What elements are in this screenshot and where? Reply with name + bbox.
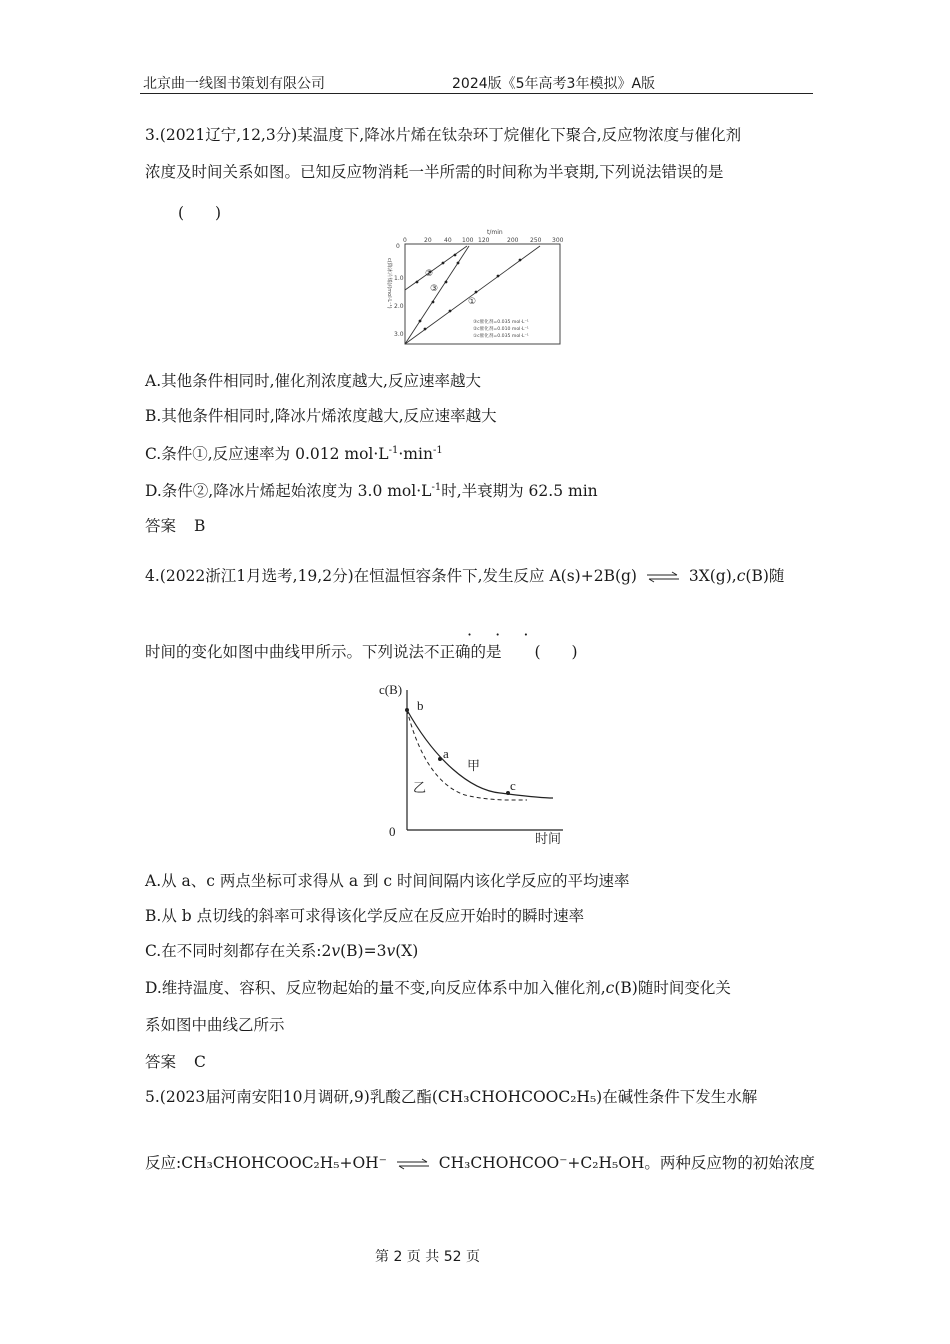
q4-curve-jia xyxy=(407,710,553,798)
q3-point xyxy=(454,254,457,257)
q3-y-label: c(降冰片烯)/(mol·L⁻¹) xyxy=(386,258,392,309)
q4-stem-line1: 4.(2022浙江1月选考,19,2分)在恒温恒容条件下,发生反应 A(s)+2B(g) 3X(g),c(B)随 xyxy=(145,567,785,585)
q3-curve-label: ② xyxy=(425,269,434,279)
q3-point xyxy=(445,281,448,284)
q3-option-b: B.其他条件相同时,降冰片烯浓度越大,反应速率越大 xyxy=(145,407,497,425)
q3-point xyxy=(457,262,460,265)
q3-option-c: C.条件①,反应速率为 0.012 $mol\cdot L^{-1}\cdot\min^{-1}$ xyxy=(145,445,443,464)
q4-x-label: 时间 xyxy=(535,832,562,847)
q3-point xyxy=(475,291,478,294)
q3-point xyxy=(424,328,427,331)
q3-option-a: A.其他条件相同时,催化剂浓度越大,反应速率越大 xyxy=(145,372,481,390)
q3-ytick: 1.0 xyxy=(394,275,404,282)
q4-point-a xyxy=(438,757,442,761)
equilibrium-arrow-icon xyxy=(396,1158,430,1170)
q4-y-label: c(B) xyxy=(379,682,403,697)
q4-answer: 答案 C xyxy=(145,1053,206,1071)
q4-figure xyxy=(375,680,575,850)
q3-curve-label: ③ xyxy=(430,284,439,294)
q3-xtick: 0 xyxy=(403,237,407,244)
q3-option-d: D.条件②,降冰片烯起始浓度为 3.0 $mol\cdot L^{-1}$时,半衰期为 62.5 min xyxy=(145,482,598,501)
q3-xtick: 20 xyxy=(424,237,432,244)
q4-stem-line2: 时间的变化如图中曲线甲所示。下列说法不正确的是 ( ) xyxy=(145,643,578,661)
q3-figure xyxy=(380,228,570,348)
q3-legend: ②c催化剂=0.010 mol·L⁻¹ xyxy=(473,327,529,332)
q3-ytick: 3.0 xyxy=(394,331,404,338)
q4-origin: 0 xyxy=(389,824,396,839)
q3-ytick: 0 xyxy=(396,243,400,250)
q3-point xyxy=(432,301,435,304)
q3-legend: ③c催化剂=0.035 mol·L⁻¹ xyxy=(473,320,529,325)
header-rule xyxy=(140,93,813,94)
q3-point xyxy=(419,320,422,323)
q3-ytick: 2.0 xyxy=(394,303,404,310)
q3-answer-value: B xyxy=(194,517,206,535)
page-footer: 第 2 页 共 52 页 xyxy=(375,1249,480,1265)
q4-label-a: a xyxy=(443,746,449,761)
q4-option-d-line2: 系如图中曲线乙所示 xyxy=(145,1016,285,1034)
q4-option-c: C.在不同时刻都存在关系:2v(B)=3v(X) xyxy=(145,942,419,960)
q3-point xyxy=(519,259,522,262)
q4-label-b: b xyxy=(417,698,424,713)
q4-option-b: B.从 b 点切线的斜率可求得该化学反应在反应开始时的瞬时速率 xyxy=(145,907,585,925)
q5-line2: 反应:CH₃CHOHCOOC₂H₅+OH⁻ CH₃CHOHCOO⁻+C₂H₅OH。两种反应物的初始浓度 xyxy=(145,1154,815,1172)
q3-point xyxy=(449,310,452,313)
equilibrium-arrow-icon xyxy=(646,571,680,583)
q3-xtick: 300 xyxy=(552,237,564,244)
q3-stem-line1: 3.(2021辽宁,12,3分)某温度下,降冰片烯在钛杂环丁烷催化下聚合,反应物浓度与催化剂 xyxy=(145,126,742,144)
q4-emphasis-dots: · · · xyxy=(467,625,538,644)
header-publisher: 北京曲一线图书策划有限公司 xyxy=(143,76,325,92)
q3-x-label: t/min xyxy=(487,229,503,236)
q4-label-jia: 甲 xyxy=(467,759,481,774)
q3-point xyxy=(442,262,445,265)
q4-option-a: A.从 a、c 两点坐标可求得从 a 到 c 时间间隔内该化学反应的平均速率 xyxy=(145,872,630,890)
q4-label-yi: 乙 xyxy=(413,781,427,796)
q3-bracket: ( ) xyxy=(178,204,222,222)
q3-legend: ①c催化剂=0.035 mol·L⁻¹ xyxy=(473,334,529,339)
q3-curve-label: ① xyxy=(468,297,477,307)
q4-label-c: c xyxy=(510,778,516,793)
header-edition: 2024版《5年高考3年模拟》A版 xyxy=(452,76,656,92)
q3-xtick: 120 xyxy=(478,237,490,244)
q5-line1: 5.(2023届河南安阳10月调研,9)乳酸乙酯(CH₃CHOHCOOC₂H₅)在碱性条件下发生水解 xyxy=(145,1088,758,1106)
q3-xtick: 200 xyxy=(507,237,519,244)
q3-xtick: 100 xyxy=(462,237,474,244)
q3-stem-line2: 浓度及时间关系如图。已知反应物消耗一半所需的时间称为半衰期,下列说法错误的是 xyxy=(145,163,724,181)
q3-xtick: 250 xyxy=(530,237,542,244)
q4-answer-value: C xyxy=(194,1053,206,1071)
q3-point xyxy=(497,275,500,278)
q3-xtick: 40 xyxy=(444,237,452,244)
q3-answer: 答案 B xyxy=(145,517,206,535)
q4-point-b xyxy=(405,708,409,712)
q3-point xyxy=(416,281,419,284)
q4-option-d-line1: D.维持温度、容积、反应物起始的量不变,向反应体系中加入催化剂,c(B)随时间变化关 xyxy=(145,979,731,997)
q4-emphasis: 不正确 xyxy=(424,643,471,661)
